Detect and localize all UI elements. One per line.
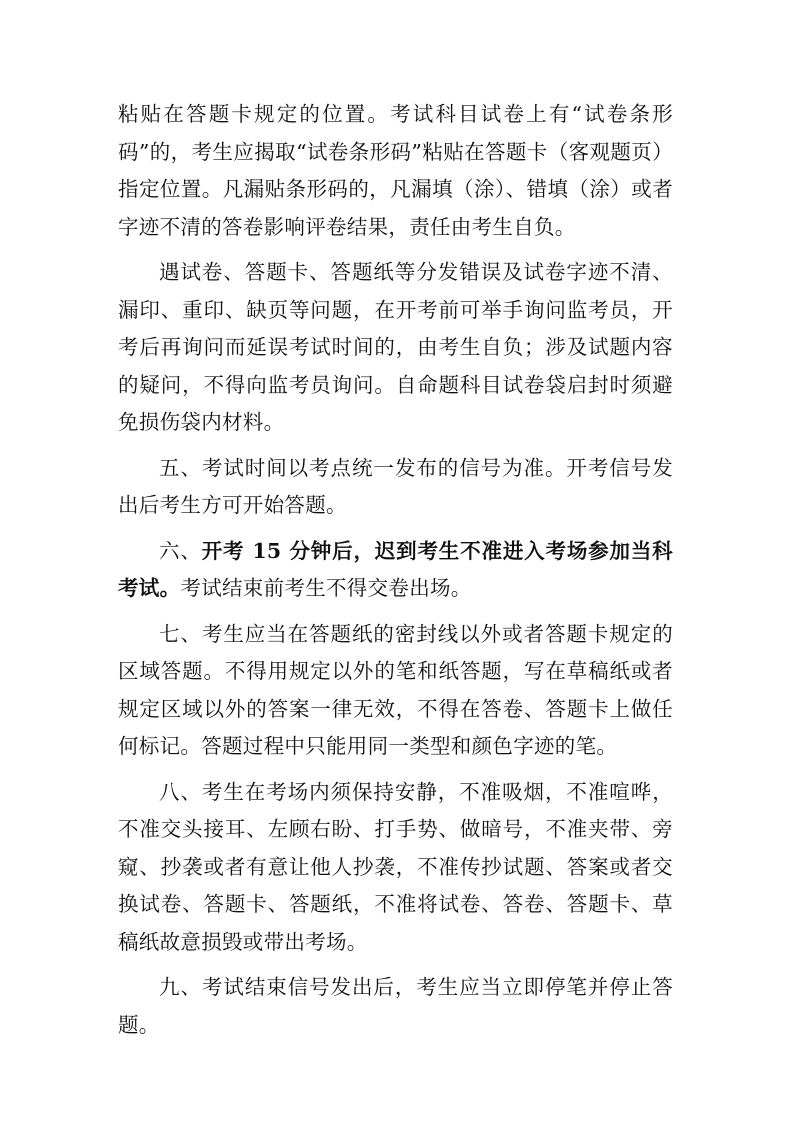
paragraph-rule-6-late-arrival xyxy=(118,533,673,608)
document-body xyxy=(118,96,673,1052)
rule-6-bold-text: 开考 15 分钟后，迟到考生不准进入考场参加当科考试。 xyxy=(118,538,673,600)
paragraph-rule-7-answer-area: 七、考生应当在答题纸的密封线以外或者答题卡规定的区域答题。不得用规定以外的笔和纸答题，写在草稿纸或者规定区域以外的答案一律无效，不得在答卷、答题卡上做任何标记。答题过程中只能用同一类型和颜色字迹的笔。 xyxy=(118,621,673,758)
rule-6-prefix: 六、 xyxy=(159,538,202,563)
rule-6-rest-text: 考试结束前考生不得交卷出场。 xyxy=(180,576,472,600)
paragraph-answer-card-barcode: 粘贴在答题卡规定的位置。考试科目试卷上有“试卷条形码”的，考生应揭取“试卷条形码”粘贴在答题卡（客观题页）指定位置。凡漏贴条形码的，凡漏填（涂）、错填（涂）或者字迹不清的答卷影响评卷结果，责任由考生自负。 xyxy=(118,102,673,239)
paragraph-distribution-errors: 遇试卷、答题卡、答题纸等分发错误及试卷字迹不清、漏印、重印、缺页等问题，在开考前可举手询问监考员，开考后再询问而延误考试时间的，由考生自负；涉及试题内容的疑问，不得向监考员询问。自命题科目试卷袋启封时须避免损伤袋内材料。 xyxy=(118,260,673,434)
paragraph-rule-9-end-signal: 九、考试结束信号发出后，考生应当立即停笔并停止答题。 xyxy=(118,975,673,1037)
paragraph-rule-5-exam-time: 五、考试时间以考点统一发布的信号为准。开考信号发出后考生方可开始答题。 xyxy=(118,455,673,517)
paragraph-rule-8-conduct: 八、考生在考场内须保持安静，不准吸烟，不准喧哗，不准交头接耳、左顾右盼、打手势、做暗号，不准夹带、旁窥、抄袭或者有意让他人抄袭，不准传抄试题、答案或者交换试卷、答题卡、答题纸，不准将试卷、答卷、答题卡、草稿纸故意损毁或带出考场。 xyxy=(118,779,673,954)
